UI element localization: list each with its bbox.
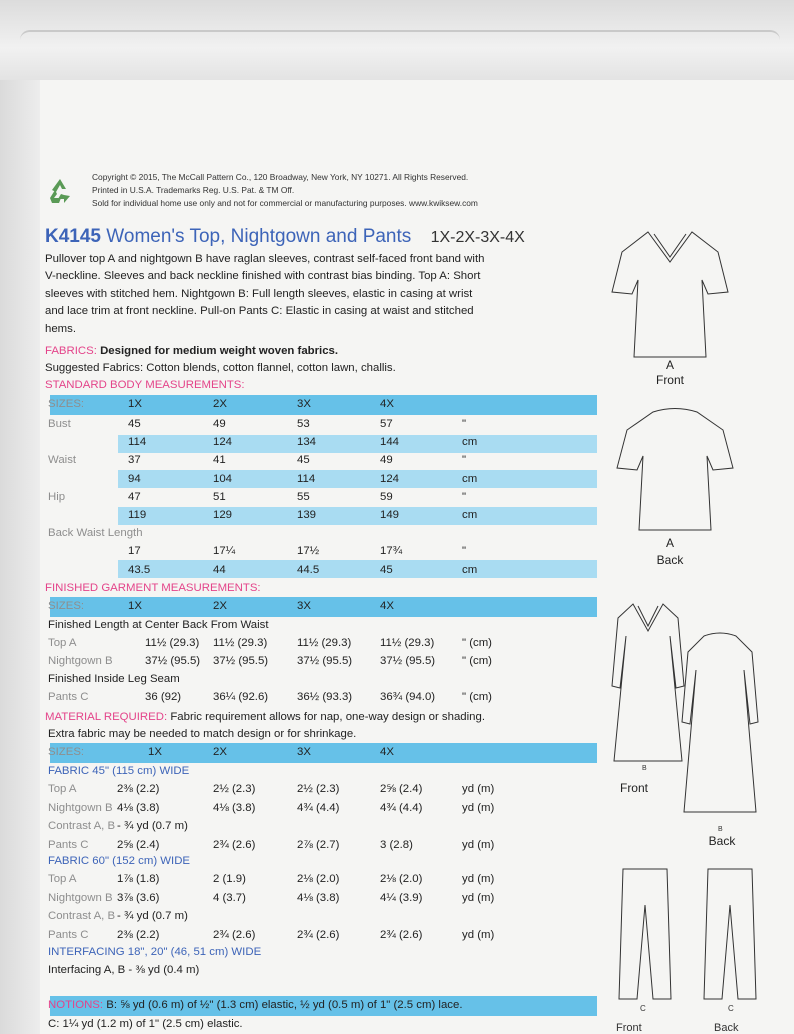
- row-label: Top A: [48, 783, 77, 795]
- row-label: Nightgown B: [48, 801, 113, 814]
- row-label: Contrast A, B: [48, 910, 116, 922]
- table-cell: 37½ (95.5): [145, 655, 201, 667]
- table-cell: 2⅜ (2.2): [117, 783, 160, 795]
- row-band: [118, 507, 597, 525]
- table-cell: 2 (1.9): [213, 873, 246, 885]
- illus-a-back-name: A: [665, 536, 674, 550]
- table-cell: 57: [380, 418, 393, 430]
- table-cell: 94: [128, 472, 141, 485]
- table-cell: 119: [128, 509, 147, 521]
- row-unit: cm: [462, 436, 478, 449]
- row-label: Nightgown B: [48, 655, 113, 667]
- description-line: Pullover top A and nightgown B have raglan sleeves, contrast self-faced front band with: [45, 253, 485, 265]
- description-line: hems.: [45, 322, 77, 335]
- illus-b-back-view: Back: [708, 834, 736, 848]
- table-cell: 2⅞ (2.7): [297, 838, 340, 851]
- envelope-edge: [0, 80, 40, 1034]
- table-cell: 49: [380, 454, 393, 467]
- row-label: Pants C: [48, 691, 89, 703]
- sizes-label: SIZES:: [48, 398, 85, 410]
- table-cell: 43.5: [128, 563, 151, 576]
- table-cell: 37½ (95.5): [380, 655, 436, 667]
- table-cell: 4¾ (4.4): [380, 801, 423, 814]
- material-text-2: Extra fabric may be needed to match design or for shrinkage.: [48, 728, 357, 740]
- pants-c-back-illustration: [702, 865, 760, 1003]
- fabrics-text: Designed for medium weight woven fabrics.: [100, 345, 339, 357]
- table-cell: 144: [380, 436, 400, 449]
- notions-text-2: C: 1¼ yd (1.2 m) of 1" (2.5 cm) elastic.: [48, 1018, 243, 1030]
- row-unit: yd (m): [462, 783, 495, 795]
- table-cell: 49: [213, 418, 226, 430]
- table-cell: 1⅞ (1.8): [117, 873, 160, 885]
- finished-heading: FINISHED GARMENT MEASUREMENTS:: [45, 582, 261, 594]
- table-cell: 36 (92): [145, 691, 182, 703]
- table-cell: 114: [297, 472, 316, 485]
- pattern-code: K4145: [45, 226, 101, 247]
- nightgown-b-back-illustration: [680, 630, 760, 818]
- pattern-title-row: [45, 226, 525, 248]
- illus-b-back-name: B: [718, 826, 723, 833]
- table-cell: 3⅞ (3.6): [117, 891, 160, 904]
- row-unit: cm: [462, 472, 478, 485]
- table-cell: 17½: [297, 545, 320, 558]
- table-cell: - ¾ yd (0.7 m): [117, 910, 188, 922]
- recycle-icon: [45, 176, 75, 206]
- row-label: Pants C: [48, 928, 89, 941]
- size-col: 1X: [128, 398, 142, 410]
- table-cell: 149: [380, 509, 400, 521]
- row-unit: yd (m): [462, 838, 495, 851]
- table-cell: 36¼ (92.6): [213, 691, 269, 703]
- inseam-heading: Finished Inside Leg Seam: [48, 673, 180, 685]
- table-cell: 53: [297, 418, 310, 430]
- table-cell: 44: [213, 563, 226, 576]
- row-label: Waist: [48, 454, 77, 467]
- table-cell: 2⅛ (2.0): [297, 873, 340, 885]
- table-cell: 2⅛ (2.0): [380, 873, 423, 885]
- table-cell: 47: [128, 490, 141, 503]
- table-cell: 2¾ (2.6): [213, 838, 256, 851]
- description-line: V-neckline. Sleeves and back neckline finished with contrast bias binding. Top A: Short: [45, 270, 481, 283]
- row-unit: yd (m): [462, 873, 495, 885]
- table-cell: 11½ (29.3): [145, 637, 200, 649]
- table-cell: 4⅛ (3.8): [117, 801, 160, 814]
- table-cell: 4⅛ (3.8): [297, 891, 340, 904]
- table-cell: 134: [297, 436, 317, 449]
- table-cell: - ¾ yd (0.7 m): [117, 820, 188, 832]
- suggested-fabrics: Suggested Fabrics: Cotton blends, cotton flannel, cotton lawn, challis.: [45, 362, 396, 374]
- illus-b-front-name: B: [642, 765, 647, 772]
- table-cell: 11½ (29.3): [213, 637, 268, 649]
- size-col: 2X: [213, 398, 227, 410]
- table-cell: 11½ (29.3): [380, 637, 435, 649]
- table-cell: 17¾: [380, 545, 403, 558]
- table-cell: 4¾ (4.4): [297, 801, 340, 814]
- row-unit: yd (m): [462, 891, 495, 904]
- size-col: 3X: [297, 600, 311, 612]
- size-col: 4X: [380, 746, 394, 758]
- table-cell: 4 (3.7): [213, 891, 246, 904]
- table-cell: 2¾ (2.6): [213, 928, 256, 941]
- row-label: Top A: [48, 637, 77, 649]
- row-label: Back Waist Length: [48, 527, 143, 540]
- table-cell: 124: [380, 472, 400, 485]
- material-label: MATERIAL REQUIRED:: [45, 711, 168, 723]
- row-unit: ": [462, 418, 467, 430]
- table-cell: 2½ (2.3): [213, 783, 256, 795]
- row-unit: " (cm): [462, 691, 492, 703]
- body-measurements-heading: STANDARD BODY MEASUREMENTS:: [45, 379, 245, 391]
- illus-b-front-view: Front: [619, 781, 648, 795]
- sold-line: Sold for individual home use only and not for commercial or manufacturing purposes. www.kwiksew.com: [92, 198, 478, 208]
- table-cell: 17¼: [213, 545, 236, 558]
- row-unit: cm: [462, 563, 478, 576]
- row-label: Hip: [48, 490, 66, 503]
- table-cell: 139: [297, 509, 317, 521]
- nightgown-b-front-illustration: [608, 596, 688, 768]
- row-label: Nightgown B: [48, 891, 113, 904]
- row-unit: yd (m): [462, 928, 495, 941]
- notions-label: NOTIONS:: [48, 999, 104, 1011]
- illus-a-back-view: Back: [656, 553, 684, 567]
- table-cell: 17: [128, 545, 141, 558]
- table-cell: 2⅝ (2.4): [380, 783, 423, 795]
- row-unit: ": [462, 454, 467, 467]
- illus-a-front-view: Front: [655, 373, 684, 387]
- size-col: 1X: [128, 600, 142, 612]
- row-band: [118, 470, 597, 488]
- material-line: [45, 711, 485, 723]
- notions-line: [48, 999, 462, 1011]
- table-cell: 104: [213, 472, 233, 485]
- table-cell: 45: [128, 418, 141, 430]
- table-cell: 36½ (93.3): [297, 691, 353, 703]
- envelope-flap: [0, 0, 794, 80]
- table-cell: 37½ (95.5): [213, 655, 269, 667]
- printed-line: Printed in U.S.A. Trademarks Reg. U.S. Pat. & TM Off.: [92, 185, 295, 195]
- top-a-back-illustration: [615, 400, 735, 535]
- table-cell: 11½ (29.3): [297, 637, 352, 649]
- table-cell: 4⅛ (3.8): [213, 801, 256, 814]
- row-band: [118, 560, 597, 578]
- row-label: Pants C: [48, 838, 89, 851]
- pattern-sizes: 1X-2X-3X-4X: [430, 229, 525, 246]
- flap-crease: [20, 30, 780, 62]
- material-text: Fabric requirement allows for nap, one-way design or shading.: [170, 711, 486, 723]
- table-cell: 41: [213, 454, 226, 467]
- pants-c-front-illustration: [615, 865, 675, 1003]
- illus-c-front-view: Front: [616, 1022, 642, 1034]
- illus-c-back-name: C: [728, 1004, 734, 1013]
- table-cell: 36¾ (94.0): [380, 691, 436, 703]
- row-unit: cm: [462, 509, 478, 521]
- row-label: Bust: [48, 418, 71, 430]
- table-cell: 2⅝ (2.4): [117, 838, 160, 851]
- table-cell: 124: [213, 436, 233, 449]
- table-cell: 2⅜ (2.2): [117, 928, 160, 941]
- notions-text: B: ⅝ yd (0.6 m) of ½" (1.3 cm) elastic, ½ yd (0.5 m) of 1" (2.5 cm) lace.: [106, 999, 463, 1011]
- interfacing-heading: INTERFACING 18", 20" (46, 51 cm) WIDE: [48, 946, 262, 958]
- interfacing-row: Interfacing A, B - ⅜ yd (0.4 m): [48, 964, 200, 976]
- description-line: sleeves with stitched hem. Nightgown B: Full length sleeves, elastic in casing at wrist: [45, 287, 473, 300]
- size-col: 3X: [297, 398, 311, 410]
- table-cell: 37½ (95.5): [297, 655, 353, 667]
- size-col: 3X: [297, 746, 311, 758]
- row-unit: yd (m): [462, 801, 495, 814]
- table-cell: 45: [380, 563, 393, 576]
- fabrics-label: FABRICS:: [45, 345, 97, 357]
- table-cell: 51: [213, 490, 226, 503]
- table-cell: 37: [128, 454, 141, 467]
- sizes-label: SIZES:: [48, 746, 85, 758]
- sizes-label: SIZES:: [48, 600, 85, 612]
- table-cell: 4¼ (3.9): [380, 891, 423, 904]
- table-cell: 44.5: [297, 563, 320, 576]
- table-cell: 2½ (2.3): [297, 783, 340, 795]
- table-cell: 3 (2.8): [380, 838, 413, 851]
- size-col: 4X: [380, 600, 394, 612]
- fabrics-line: [45, 345, 338, 357]
- size-col: 2X: [213, 600, 227, 612]
- copyright-line: Copyright © 2015, The McCall Pattern Co., 120 Broadway, New York, NY 10271. All Rights Reserved.: [92, 172, 469, 182]
- row-unit: " (cm): [462, 655, 492, 667]
- table-cell: 114: [128, 436, 147, 449]
- row-unit: " (cm): [462, 637, 492, 649]
- fabric-60-heading: FABRIC 60" (152 cm) WIDE: [48, 855, 191, 867]
- row-label: Contrast A, B: [48, 820, 116, 832]
- illus-c-back-view: Back: [714, 1022, 739, 1034]
- illus-c-front-name: C: [640, 1004, 646, 1013]
- description-line: and lace trim at front neckline. Pull-on Pants C: Elastic in casing at waist and stitched: [45, 305, 474, 318]
- table-cell: 45: [297, 454, 310, 467]
- table-cell: 129: [213, 509, 233, 521]
- fabric-45-heading: FABRIC 45" (115 cm) WIDE: [48, 765, 190, 777]
- size-col: 1X: [148, 746, 162, 758]
- illus-a-front-name: A: [665, 358, 674, 372]
- table-cell: 59: [380, 490, 393, 503]
- sizes-band: [50, 743, 597, 763]
- row-unit: ": [462, 545, 467, 558]
- pattern-title: Women's Top, Nightgown and Pants: [106, 226, 412, 247]
- top-a-front-illustration: [610, 222, 730, 362]
- finished-length-heading: Finished Length at Center Back From Waist: [48, 619, 269, 631]
- row-label: Top A: [48, 873, 77, 885]
- size-col: 2X: [213, 746, 227, 758]
- description: [45, 251, 484, 338]
- size-col: 4X: [380, 398, 394, 410]
- row-band: [118, 435, 597, 453]
- table-cell: 2¾ (2.6): [297, 928, 340, 941]
- row-unit: ": [462, 490, 467, 503]
- table-cell: 55: [297, 490, 310, 503]
- table-cell: 2¾ (2.6): [380, 928, 423, 941]
